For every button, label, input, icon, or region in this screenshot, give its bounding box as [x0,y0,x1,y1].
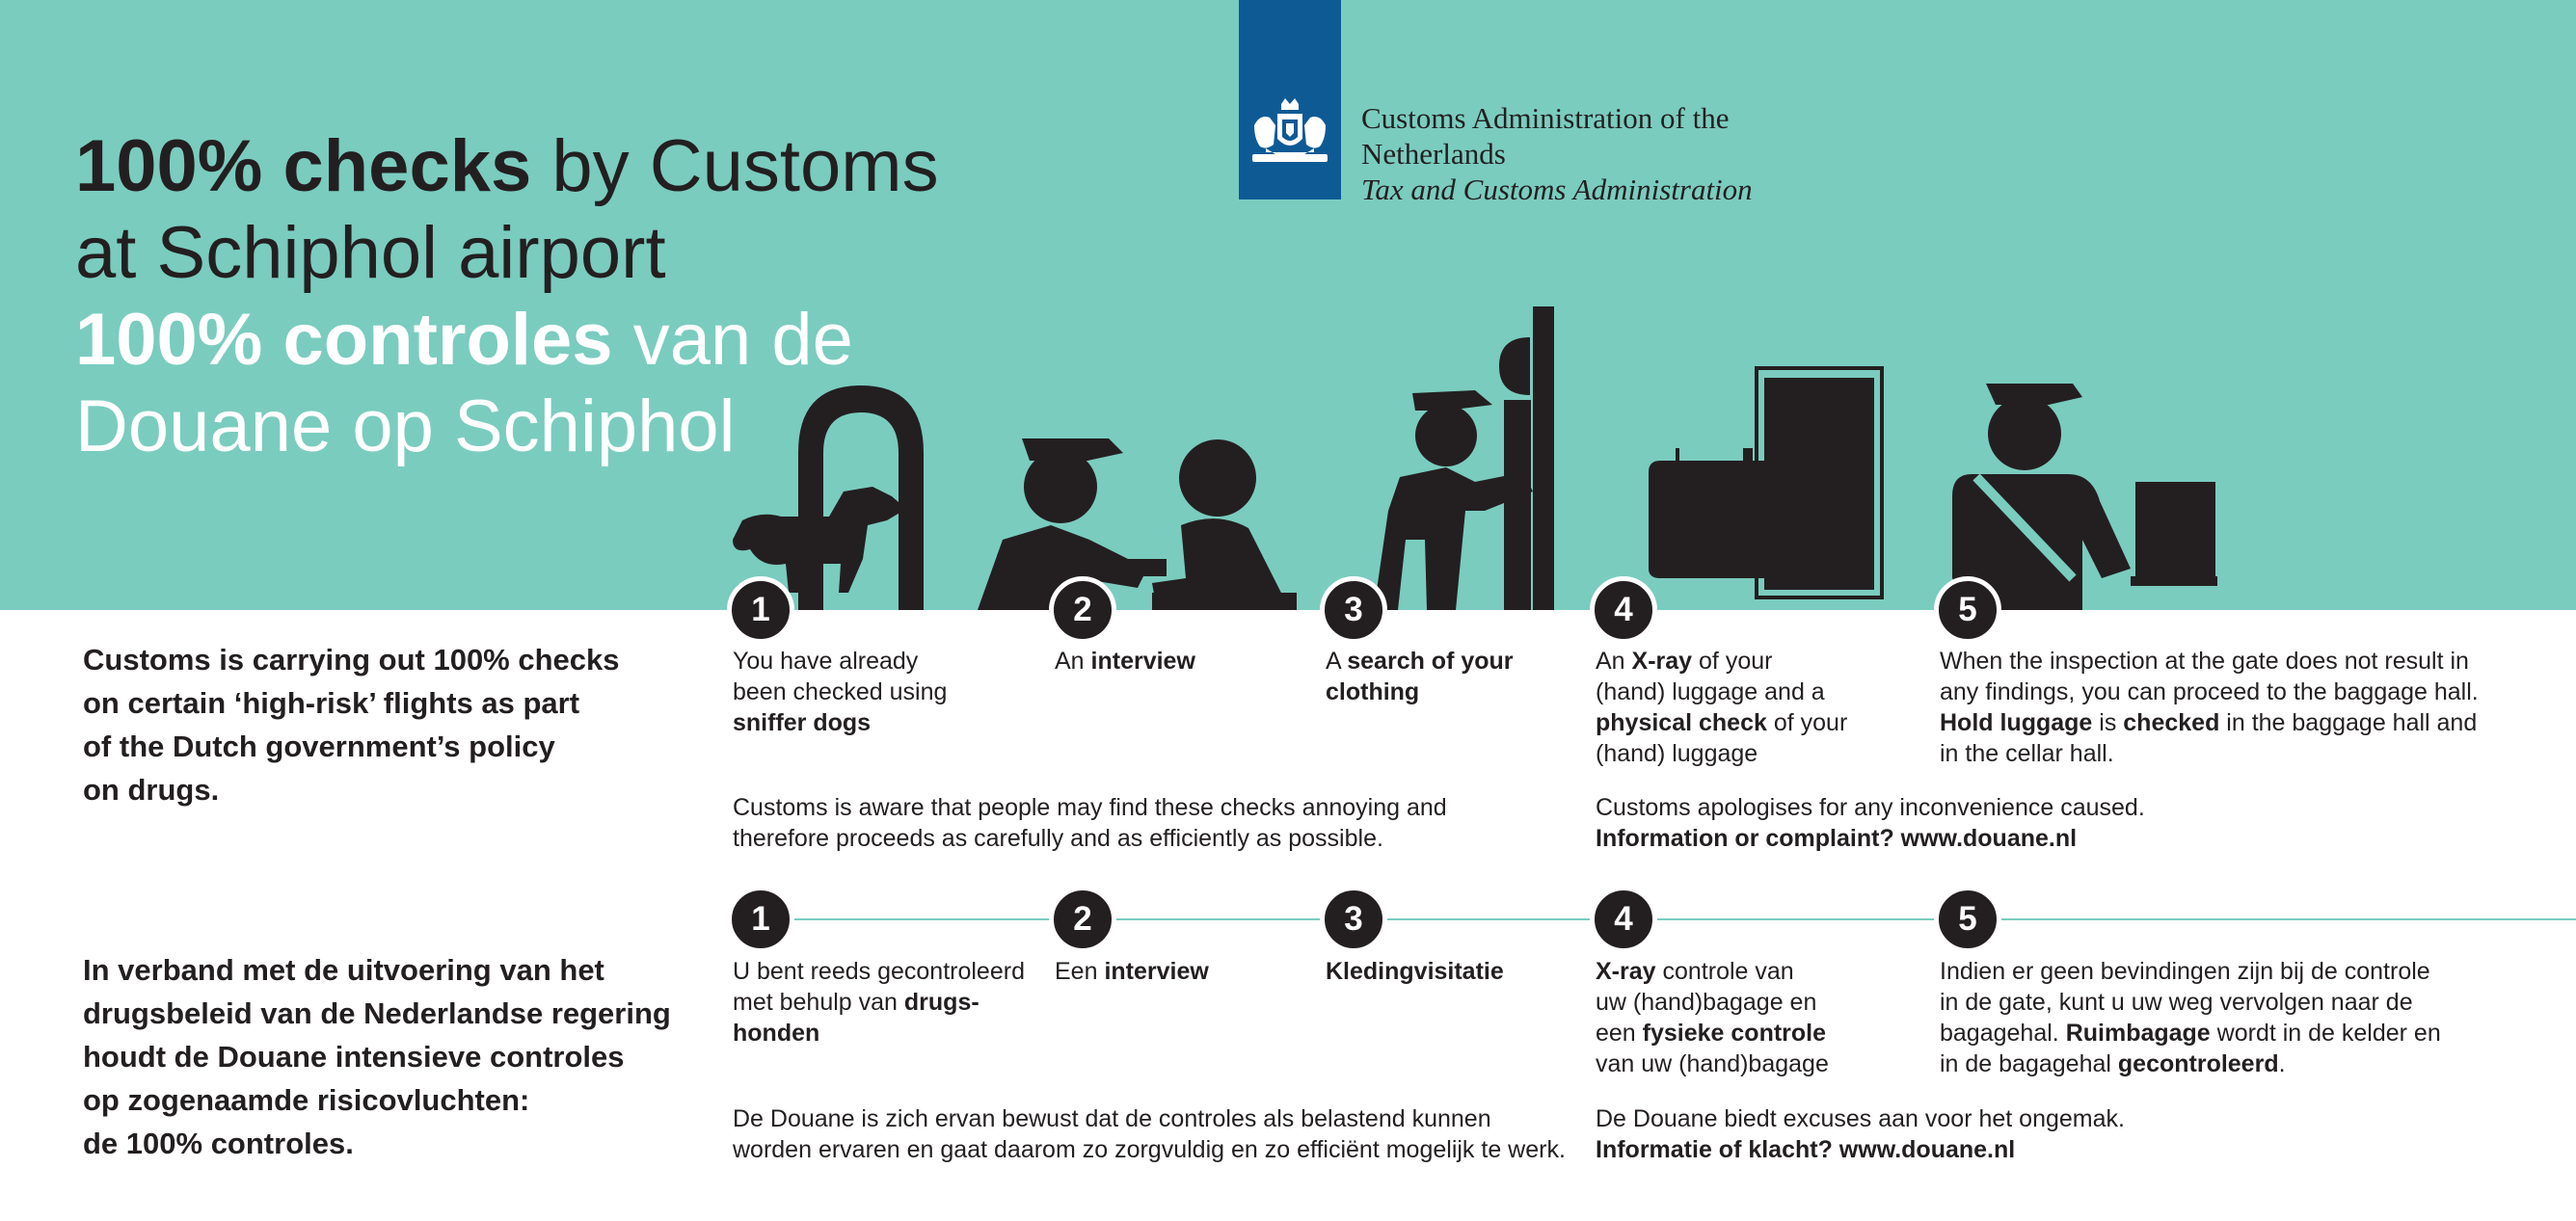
step-5-text-nl [1940,956,2441,1079]
apology-line: Information or complaint? www.douane.nl [1596,825,2078,852]
step-5-line: bagagehal. Ruimbagage wordt in de kelder en [1940,1020,2441,1047]
step-2-line: An interview [1055,648,1195,675]
title-en-line1: 100% checks by Customs [75,125,939,207]
step-1-badge-nl: 1 [727,886,794,953]
step-2-line: Een interview [1055,958,1209,985]
interview-icon [978,438,1297,610]
step-1-line: met behulp van drugs- [733,989,979,1016]
apology-nl [1596,1103,2125,1165]
step-2-badge-nl: 2 [1049,886,1116,953]
step-4-line: uw (hand)bagage en [1596,989,1817,1016]
step-5-line: any findings, you can proceed to the baggage hall. [1940,678,2479,705]
xray-luggage-icon [1649,368,1882,597]
hold-luggage-check-icon [1952,384,2217,610]
step-4-line: een fysieke controle [1596,1020,1827,1047]
step-3-line: clothing [1326,678,1420,705]
step-5-line: in de gate, kunt u uw weg vervolgen naar de [1940,989,2413,1016]
step-4-line: X-ray controle van [1596,958,1794,985]
step-1-line: been checked using [733,678,948,705]
step-1-line: honden [733,1020,820,1047]
note-line: therefore proceeds as carefully and as efficiently as possible. [733,825,1383,852]
step-5-line: Indien er geen bevindingen zijn bij de controle [1940,958,2430,985]
apology-line: Customs apologises for any inconvenience caused. [1596,794,2145,821]
note-line: De Douane is zich ervan bewust dat de controles als belastend kunnen [733,1105,1491,1132]
step-1-line: sniffer dogs [733,709,872,736]
intro-nl-line: In verband met de uitvoering van het [83,953,604,987]
step-5-line: in the cellar hall. [1940,740,2114,767]
step-3-text-nl [1326,956,1504,987]
step-1-line: U bent reeds gecontroleerd [733,958,1025,985]
intro-nl-line: houdt de Douane intensieve controles [83,1040,625,1074]
step-5-line: When the inspection at the gate does not result in [1940,648,2469,675]
step-5-badge-nl: 5 [1934,886,2001,953]
apology-line: Informatie of klacht? www.douane.nl [1596,1136,2016,1163]
step-3-line: Kledingvisitatie [1326,958,1504,985]
step-1-text-nl [733,956,1025,1048]
step-1-text-en [733,646,947,738]
step-5-line: Hold luggage is checked in the baggage hall and [1940,709,2478,736]
org-line3: Tax and Customs Administration [1361,173,1753,206]
step-4-line: An X-ray of your [1596,648,1773,675]
step-4-badge-nl: 4 [1590,886,1657,953]
step-3-line: A search of your [1326,648,1514,675]
step-5-text-en [1940,646,2479,769]
intro-nl-line: op zogenaamde risicovluchten: [83,1083,530,1117]
step-3-badge-nl: 3 [1320,886,1387,953]
org-line1: Customs Administration of the [1361,101,1730,135]
step-3-text-en [1326,646,1514,707]
step-3-badge-en: 3 [1320,576,1387,644]
step-4-line: van uw (hand)bagage [1596,1050,1829,1077]
step-1-badge-en: 1 [727,576,794,644]
step-2-text-en [1055,646,1195,677]
clothing-search-icon [1374,306,1554,610]
title-nl-line1: 100% controles van de [75,299,853,381]
intro-nl [83,948,671,1165]
org-line2: Netherlands [1361,137,1506,171]
note-line: worden ervaren en gaat daarom zo zorgvuldig en zo efficiënt mogelijk te werk. [733,1136,1566,1163]
note-nl [733,1103,1566,1165]
step-1-line: You have already [733,648,919,675]
apology-en [1596,792,2145,854]
step-2-text-nl [1055,956,1209,987]
step-4-line: physical check of your [1596,709,1848,736]
title-en-line2: at Schiphol airport [75,212,666,294]
intro-nl-line: drugsbeleid van de Nederlandse regering [83,996,671,1030]
title-nl-line2: Douane op Schiphol [75,385,736,467]
step-5-line: in de bagagehal gecontroleerd. [1940,1050,2286,1077]
apology-line: De Douane biedt excuses aan voor het ongemak. [1596,1105,2125,1132]
intro-en [83,638,620,811]
note-line: Customs is aware that people may find these checks annoying and [733,794,1447,821]
step-5-badge-en: 5 [1934,576,2001,644]
step-2-badge-en: 2 [1049,576,1116,644]
step-4-line: (hand) luggage and a [1596,678,1825,705]
intro-nl-line: de 100% controles. [83,1127,354,1160]
divider-line [762,918,2576,920]
step-4-text-en [1596,646,1847,769]
step-4-line: (hand) luggage [1596,740,1758,767]
intro-en-line: on drugs. [83,773,220,807]
intro-en-line: of the Dutch government’s policy [83,730,555,763]
step-4-text-nl [1596,956,1829,1079]
intro-en-line: Customs is carrying out 100% checks [83,643,620,677]
intro-en-line: on certain ‘high-risk’ flights as part [83,686,580,720]
note-en [733,792,1447,854]
step-4-badge-en: 4 [1590,576,1657,644]
